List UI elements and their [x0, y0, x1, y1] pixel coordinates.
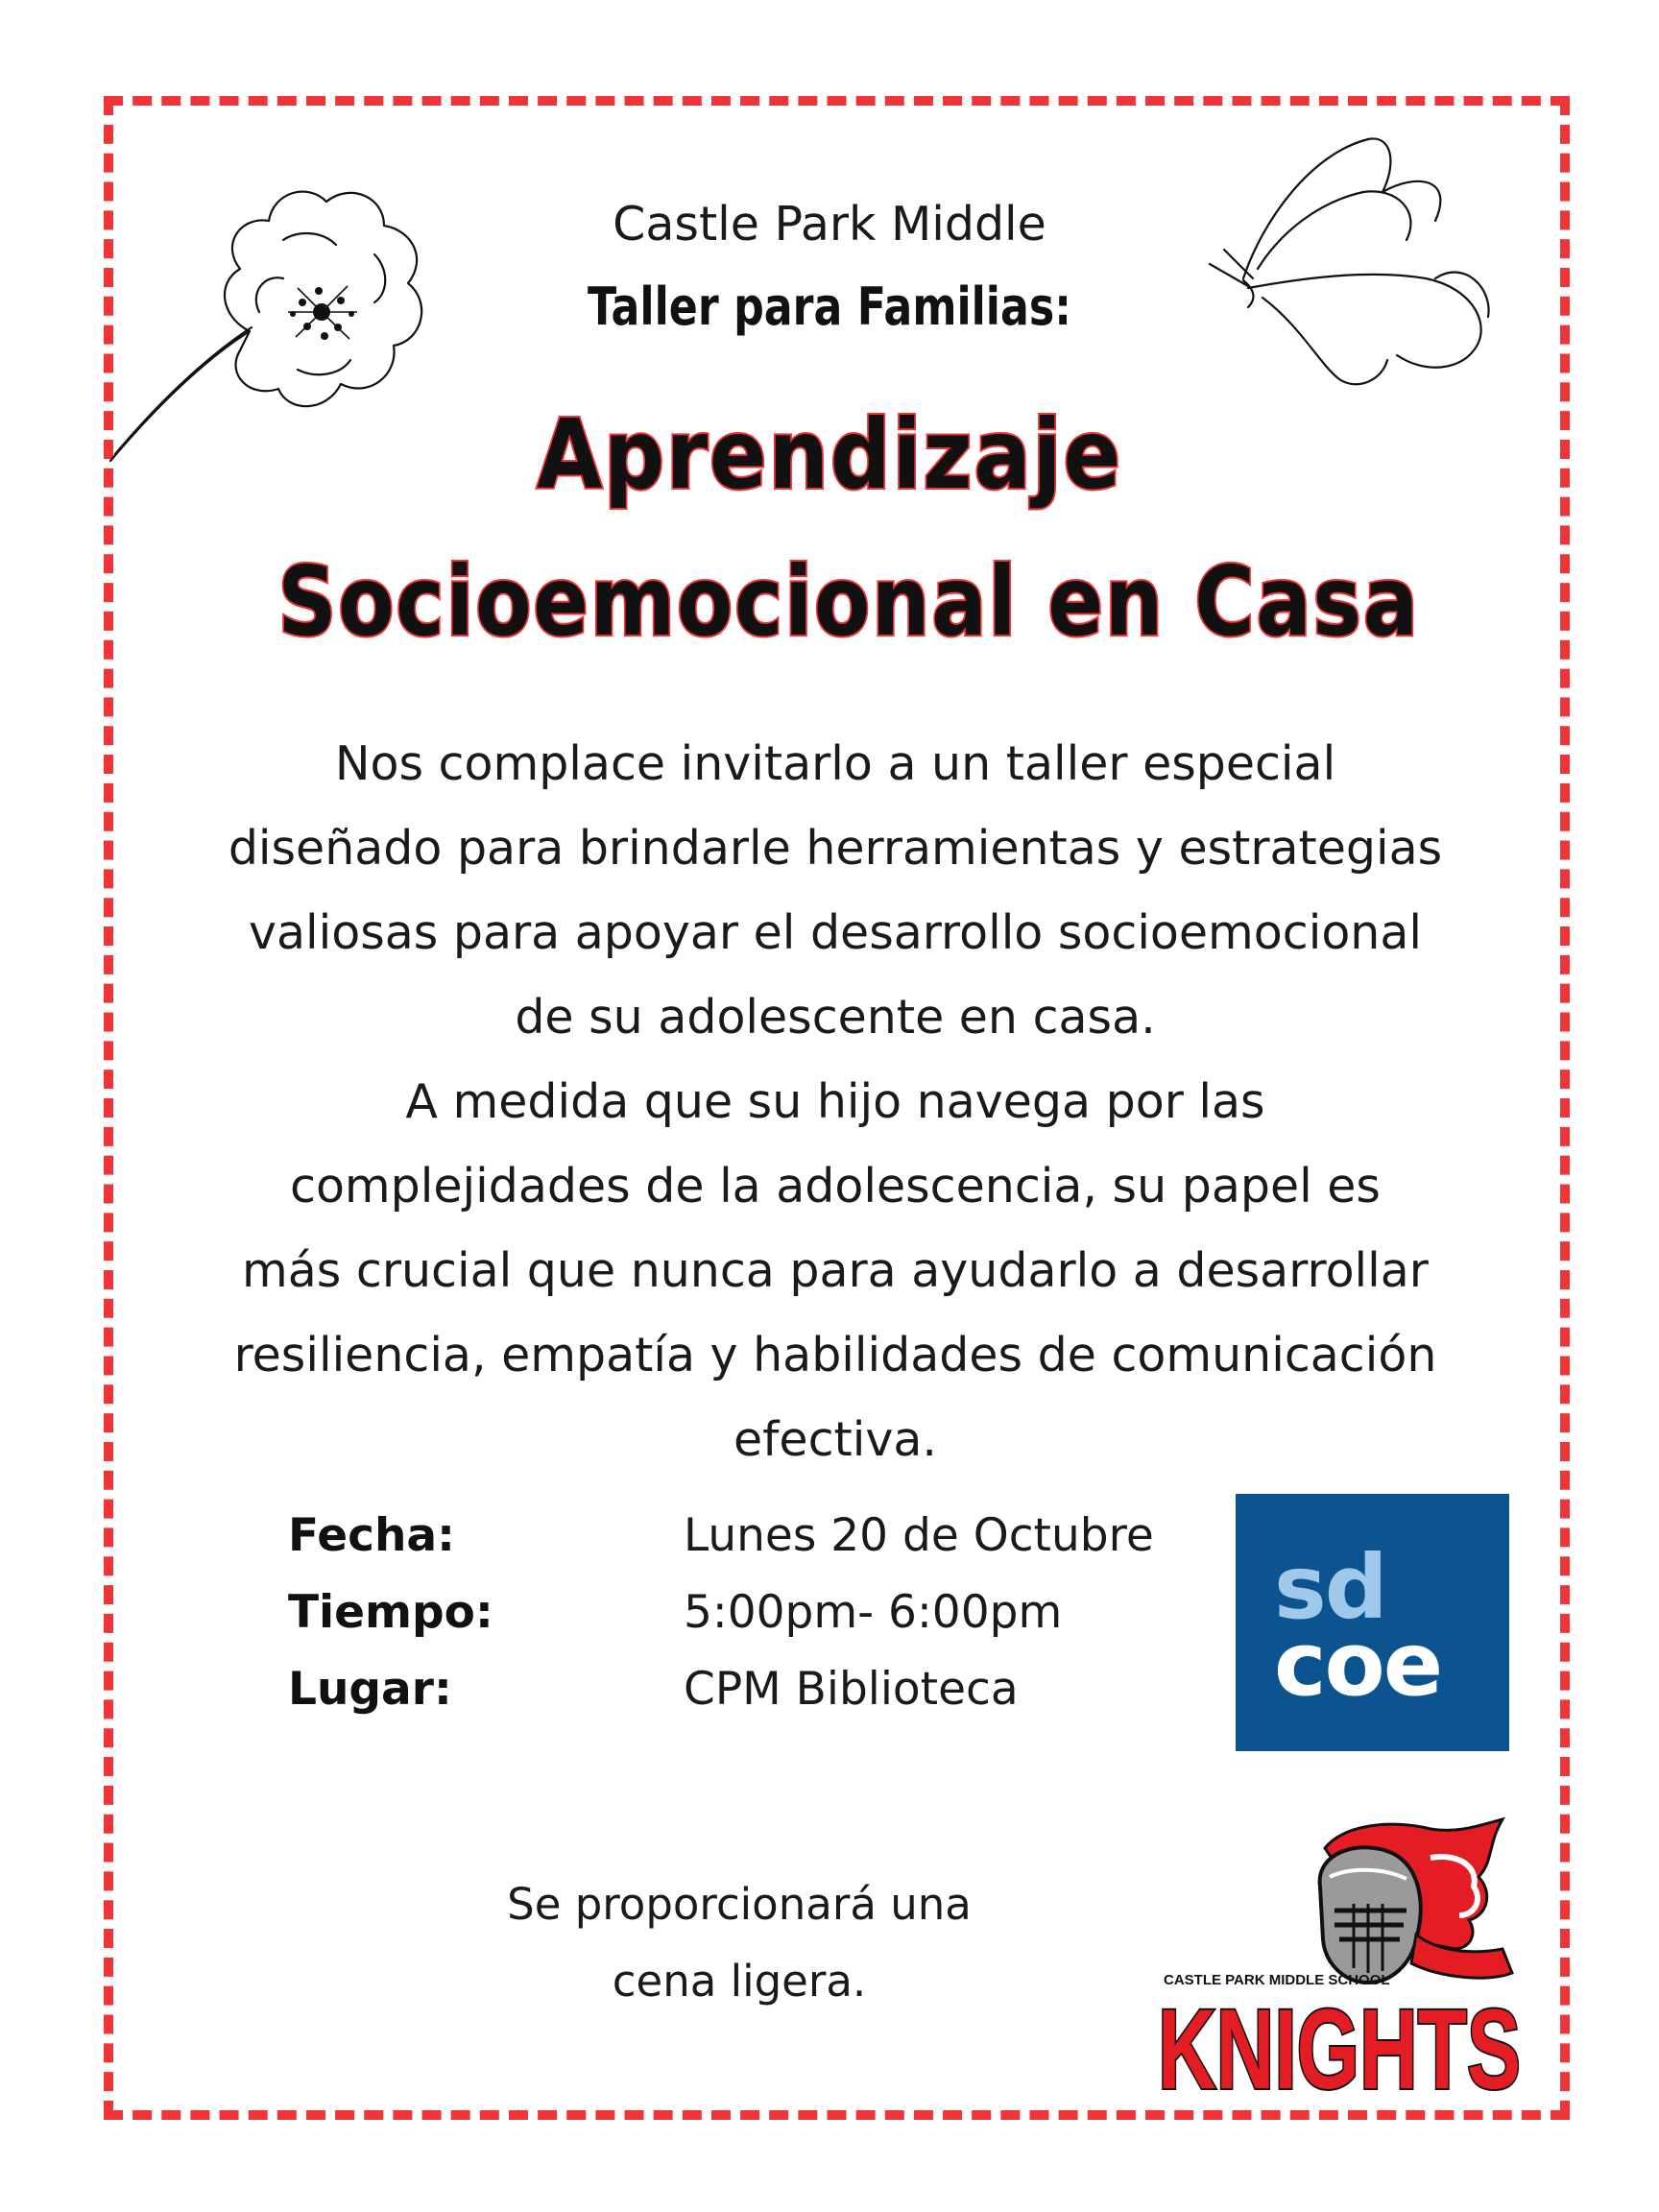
- time-value: 5:00pm- 6:00pm: [684, 1586, 1063, 1639]
- knights-wordmark: KNIGHTS: [1158, 1986, 1521, 2113]
- knights-caption: CASTLE PARK MIDDLE SCHOOL: [1164, 1972, 1390, 1988]
- knight-helmet-icon: [1320, 1819, 1512, 1983]
- body-line: de su adolescente en casa.: [515, 990, 1156, 1045]
- date-value: Lunes 20 de Octubre: [684, 1509, 1154, 1562]
- place-label: Lugar:: [288, 1663, 452, 1716]
- body-line: A medida que su hijo navega por las: [405, 1074, 1265, 1129]
- dinner-note: [442, 1866, 1037, 2020]
- note-line-2: cena ligera.: [612, 1956, 867, 2007]
- headline-line-2: Socioemocional en Casa: [277, 545, 1420, 658]
- sdcoe-logo: [1236, 1494, 1509, 1751]
- body-line: valiosas para apoyar el desarrollo socioemocional: [248, 905, 1422, 960]
- body-line: efectiva.: [733, 1412, 937, 1467]
- note-line-1: Se proporcionará una: [507, 1879, 972, 1930]
- date-label: Fecha:: [288, 1509, 455, 1562]
- body-line: resiliencia, empatía y habilidades de comunicación: [233, 1328, 1437, 1382]
- sdcoe-logo-bottom: coe: [1274, 1613, 1442, 1716]
- headline-line-1: Aprendizaje: [537, 398, 1122, 511]
- place-value: CPM Biblioteca: [684, 1663, 1019, 1716]
- workshop-subtitle: Taller para Familias:: [588, 276, 1071, 337]
- body-line: complejidades de la adolescencia, su papel es: [290, 1159, 1381, 1214]
- time-label: Tiempo:: [288, 1586, 493, 1639]
- body-line: Nos complace invitarlo a un taller especial: [334, 736, 1336, 791]
- butterfly-drawing-icon: [1205, 134, 1522, 413]
- knights-logo: [1152, 1819, 1527, 2113]
- body-line: más crucial que nunca para ayudarlo a desarrollar: [242, 1243, 1429, 1298]
- body-line: diseñado para brindarle herramientas y estrategias: [228, 821, 1443, 876]
- sdcoe-logo-top: sd: [1274, 1536, 1386, 1639]
- school-name: Castle Park Middle: [613, 197, 1046, 252]
- invitation-body: [154, 722, 1517, 1482]
